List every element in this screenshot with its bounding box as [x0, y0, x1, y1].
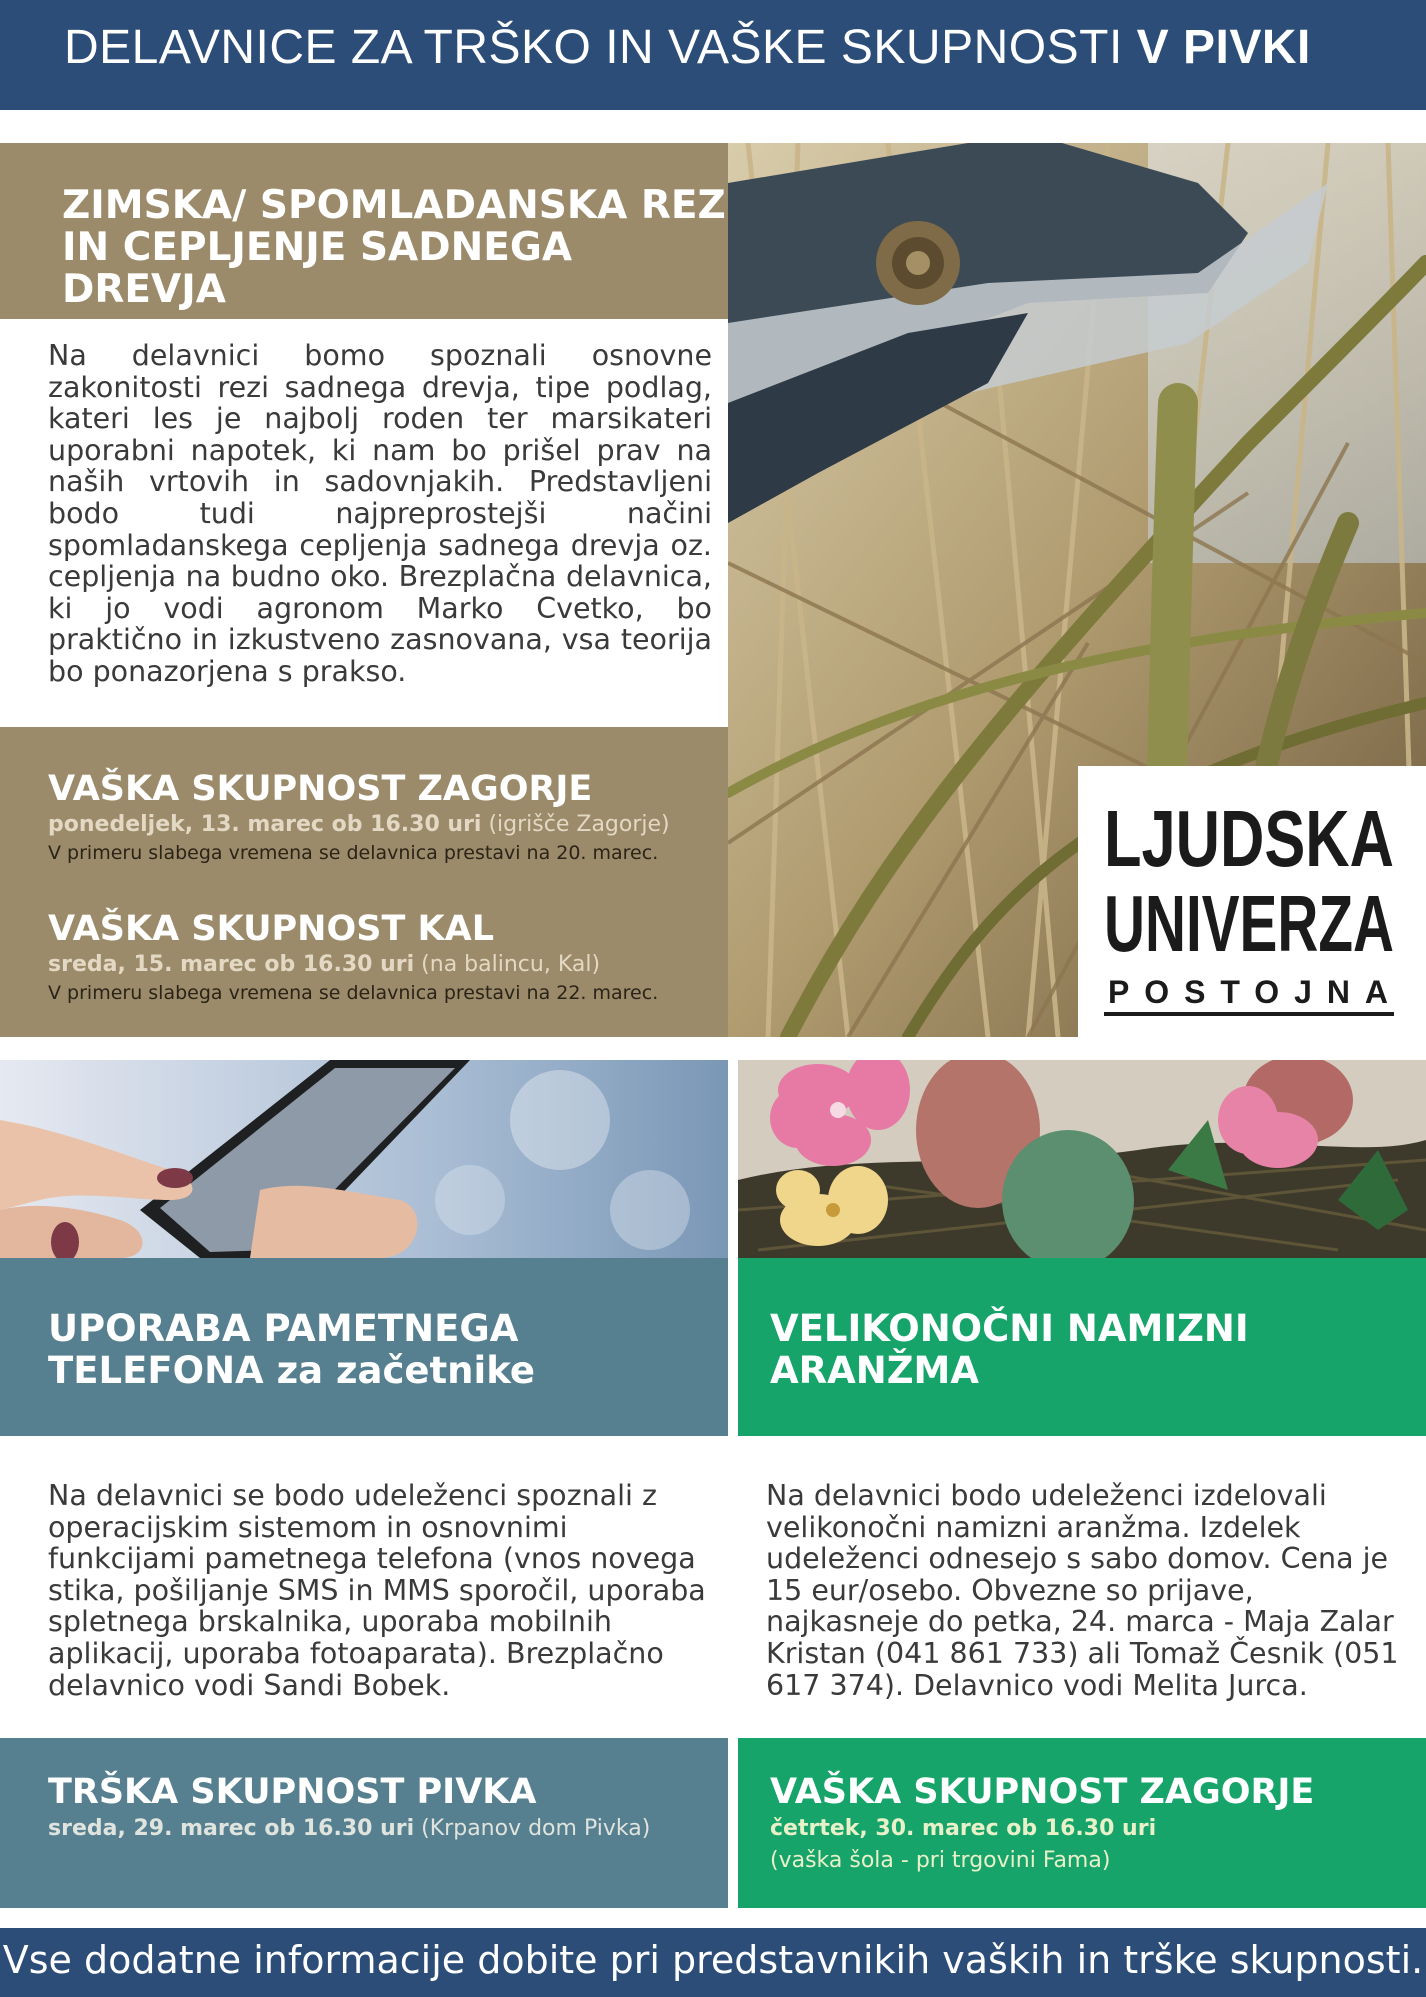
- easter-title-line2: ARANŽMA: [770, 1349, 980, 1392]
- smartphone-photo: [0, 1060, 728, 1258]
- event-location: (vaška šola - pri trgovini Fama): [770, 1848, 1111, 1873]
- logo-line1: LJUDSKA: [1104, 794, 1394, 883]
- easter-description: Na delavnici bodo udeleženci izdelovali velikonočni namizni aranžma. Izdelek udeleženci odnesejo s sabo domov. Cena je 15 eur/osebo. Obvezne so prijave, najkasneje do petka, 24. marca - Maja Zalar Kristan (041 861 733) ali Tomaž Česnik (051 617 374). Delavnico vodi Melita Jurca.: [766, 1479, 1399, 1702]
- event-time: [48, 1816, 650, 1841]
- header-bar: [0, 0, 1426, 110]
- footer-info-text: Vse dodatne informacije dobite pri predstavnikih vaških in trške skupnosti.: [2, 1938, 1424, 1982]
- pruning-events-panel: [0, 727, 728, 1037]
- easter-arrangement-illustration: [738, 1060, 1426, 1258]
- logo-line2: UNIVERZA: [1104, 879, 1394, 968]
- page-title: [64, 20, 1311, 75]
- smartphone-title-banner: [0, 1258, 728, 1436]
- smartphone-description: Na delavnici se bodo udeleženci spoznali z operacijskim sistemom in osnovnimi funkcijami pametnega telefona (vnos novega stika, pošiljanje SMS in MMS sporočil, uporaba spletnega brskalnika, uporaba mobilnih aplikacij, uporaba fotoaparata). Brezplačno delavnico vodi Sandi Bobek.: [48, 1479, 706, 1702]
- event-date: ponedeljek, 13. marec ob 16.30 uri: [48, 812, 482, 837]
- event-weather-note: V primeru slabega vremena se delavnica prestavi na 22. marec.: [48, 982, 659, 1004]
- event-date: sreda, 15. marec ob 16.30 uri: [48, 952, 415, 977]
- easter-event-panel: [738, 1738, 1426, 1908]
- pruning-title-line2: IN CEPLJENJE SADNEGA DREVJA: [62, 225, 573, 312]
- pruning-description: Na delavnici bomo spoznali osnovne zakonitosti rezi sadnega drevja, tipe podlag, kateri les je najbolj roden ter marsikateri uporabni napotek, ki nam bo prišel prav na naših vrtovih in sadovnjakih. Predstavljeni bodo tudi najpreprostejši načini spomladanskega cepljenja sadnega drevja oz. cepljenja na budno oko. Brezplačna delavnica, ki jo vodi agronom Marko Cvetko, bo praktično in izkustveno zasnovana, vsa teorija bo ponazorjena s prakso.: [48, 339, 712, 688]
- event-title: VAŠKA SKUPNOST ZAGORJE: [770, 1772, 1315, 1812]
- smartphone-title-line1: UPORABA PAMETNEGA: [48, 1307, 519, 1350]
- smartphone-title: [48, 1308, 535, 1392]
- smartphone-event-panel: [0, 1738, 728, 1908]
- event-time: [48, 952, 600, 977]
- smartphone-illustration: [0, 1060, 728, 1258]
- event-location: (na balincu, Kal): [421, 952, 601, 977]
- event-date: sreda, 29. marec ob 16.30 uri: [48, 1816, 415, 1841]
- event-location: (Krpanov dom Pivka): [421, 1816, 651, 1841]
- page-title-location: V PIVKI: [1136, 21, 1311, 74]
- footer-bar: [0, 1928, 1426, 1997]
- easter-title-banner: [738, 1258, 1426, 1436]
- logo-image: [1078, 766, 1426, 1038]
- event-title: TRŠKA SKUPNOST PIVKA: [48, 1772, 537, 1812]
- easter-title-line1: VELIKONOČNI NAMIZNI: [770, 1307, 1249, 1350]
- easter-arrangement-photo: [738, 1060, 1426, 1258]
- smartphone-title-line2: TELEFONA za začetnike: [48, 1349, 535, 1392]
- event-title: VAŠKA SKUPNOST ZAGORJE: [48, 769, 593, 809]
- pruning-title-line1: ZIMSKA/ SPOMLADANSKA REZ: [62, 183, 726, 228]
- ljudska-univerza-logo: [1078, 766, 1426, 1038]
- event-weather-note: V primeru slabega vremena se delavnica prestavi na 20. marec.: [48, 842, 659, 864]
- event-time: [48, 812, 670, 837]
- pruning-title-banner: [0, 143, 728, 319]
- event-date: [770, 1816, 1156, 1841]
- event-date-text: četrtek, 30. marec ob 16.30 uri: [770, 1816, 1157, 1841]
- pruning-title: [62, 185, 728, 311]
- logo-line3: POSTOJNA: [1108, 974, 1388, 1010]
- easter-title: [770, 1308, 1249, 1392]
- logo-underline: [1104, 1012, 1394, 1016]
- event-location: (igrišče Zagorje): [488, 812, 670, 837]
- event-title: VAŠKA SKUPNOST KAL: [48, 909, 495, 949]
- page-title-main: DELAVNICE ZA TRŠKO IN VAŠKE SKUPNOSTI: [64, 21, 1123, 74]
